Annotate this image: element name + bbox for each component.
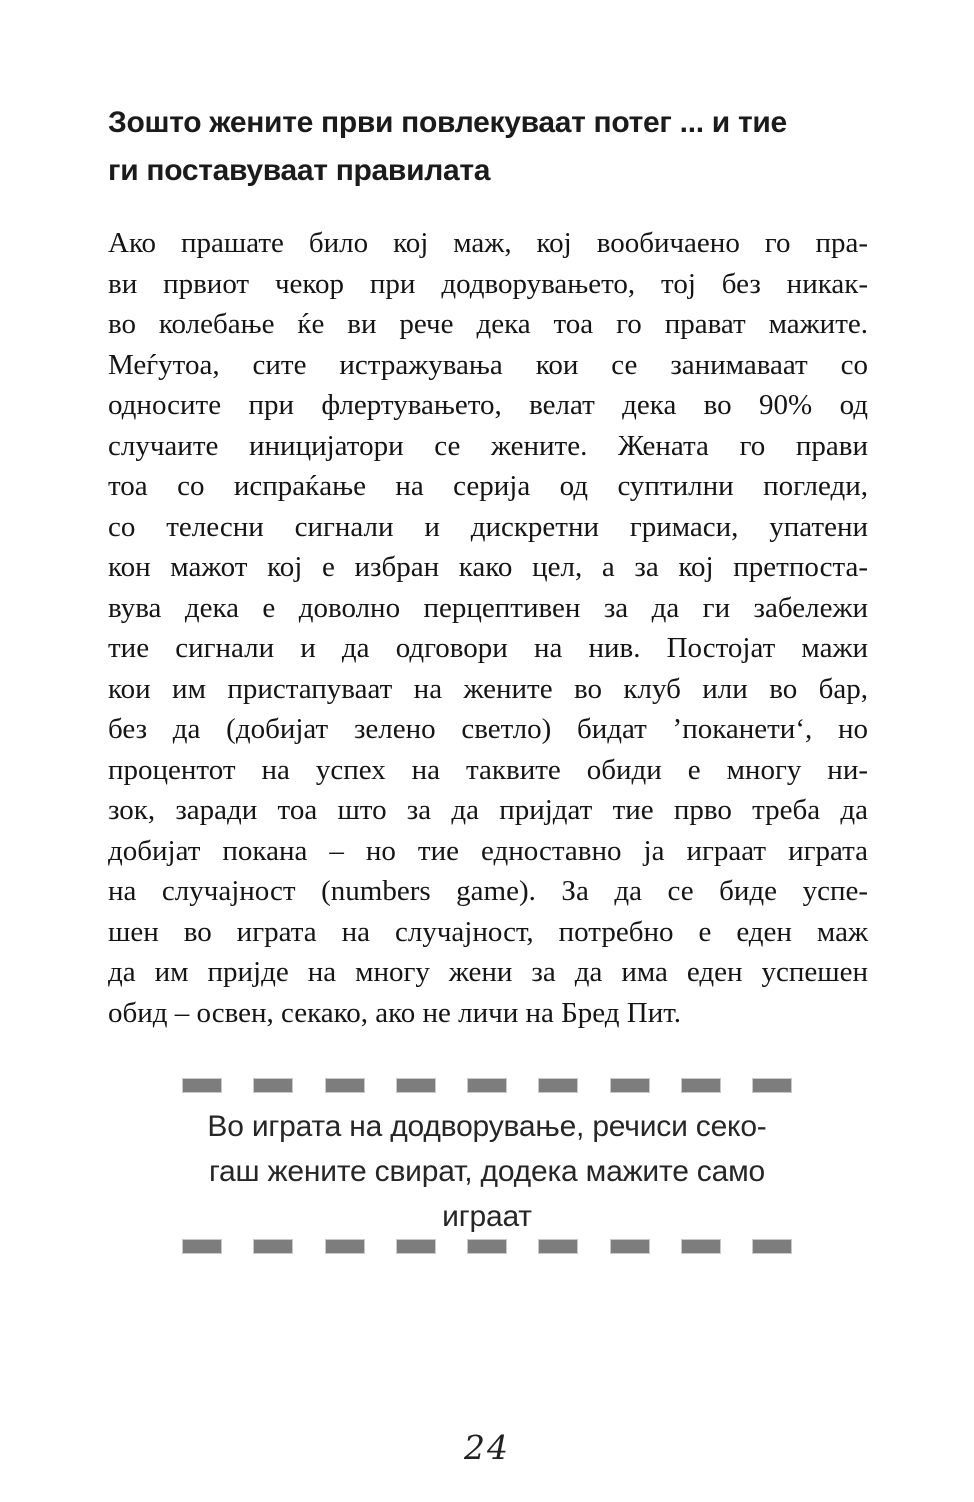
divider-dash: [539, 1079, 577, 1092]
body-text-line: добијат покана – но тие едноставно ја играат играта: [108, 834, 868, 867]
divider-dash: [397, 1240, 435, 1253]
pull-quote-line: Во играта на додворување, речиси секо-: [207, 1110, 767, 1143]
divider-dash: [539, 1240, 577, 1253]
body-text-line: зок, заради тоа што за да пријдат тие прво треба да: [108, 794, 868, 826]
body-text-line: шен во играта на случајност, потребно е еден маж: [108, 915, 868, 948]
body-text-line: Ако прашате било кој маж, кој вообичаено го пра-: [108, 227, 868, 259]
divider-dash: [611, 1079, 649, 1092]
body-text-line: без да (добијат зелено светло) бидат ’поканети‘, но: [108, 713, 868, 745]
divider-dash: [682, 1079, 720, 1092]
page-number: 24: [464, 1428, 510, 1467]
body-text-line: кои им пристапуваат на жените во клуб или во бар,: [108, 672, 868, 705]
body-text-line: да им пријде на многу жени за да има еден успешен: [108, 956, 868, 988]
divider-dash: [254, 1079, 292, 1092]
body-text-line: кон мажот кој е избран како цел, а за кој претпоста-: [108, 551, 868, 583]
divider-dash: [254, 1240, 292, 1253]
divider-dash: [753, 1240, 791, 1253]
body-text-line: односите при флертувањето, велат дека во 90% од: [108, 389, 868, 421]
quote-divider-top: [183, 1079, 791, 1092]
divider-dash: [183, 1240, 221, 1253]
chapter-heading-line: ги поставуваат правилата: [108, 154, 491, 187]
divider-dash: [753, 1079, 791, 1092]
pull-quote: [147, 1104, 827, 1239]
body-text-line: процентот на успех на таквите обиди е многу ни-: [108, 753, 868, 786]
chapter-heading: [108, 99, 870, 195]
body-text-line: ви првиот чекор при додворувањето, тој без никак-: [108, 267, 868, 300]
divider-dash: [682, 1240, 720, 1253]
divider-dash: [326, 1079, 364, 1092]
body-text-line: тие сигнали и да одговори на нив. Постојат мажи: [108, 632, 868, 664]
body-text-line: тоа со испраќање на серија од суптилни погледи,: [108, 470, 868, 502]
quote-divider-bottom: [183, 1240, 791, 1253]
divider-dash: [468, 1240, 506, 1253]
body-text-line: обид – освен, секако, ако не личи на Бред Пит.: [108, 996, 681, 1029]
body-text-line: со телесни сигнали и дискретни гримаси, упатени: [108, 510, 868, 543]
divider-dash: [611, 1240, 649, 1253]
body-paragraph: [108, 223, 868, 1033]
body-text-line: вува дека е доволно перцептивен за да ги забележи: [108, 591, 868, 624]
divider-dash: [326, 1240, 364, 1253]
pull-quote-line: играат: [442, 1200, 532, 1233]
body-text-line: случаите иницијатори се жените. Жената го прави: [108, 429, 868, 462]
body-text-line: на случајност (numbers game). За да се биде успе-: [108, 875, 868, 907]
body-text-line: Меѓутоа, сите истражувања кои се занимаваат со: [108, 348, 868, 381]
divider-dash: [397, 1079, 435, 1092]
divider-dash: [183, 1079, 221, 1092]
body-text-line: во колебање ќе ви рече дека тоа го прават мажите.: [108, 308, 868, 340]
chapter-heading-line: Зошто жените први повлекуваат потег ... и тие: [108, 106, 787, 139]
divider-dash: [468, 1079, 506, 1092]
pull-quote-line: гаш жените свират, додека мажите само: [208, 1155, 766, 1188]
